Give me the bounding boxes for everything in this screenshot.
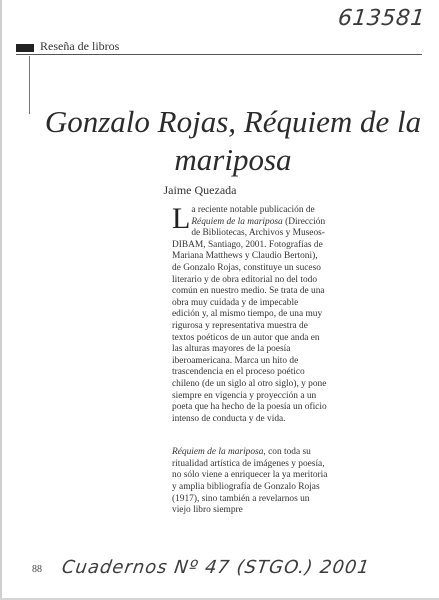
body-paragraph-2 [172,447,328,517]
para1-text: (Dirección de Bibliotecas, Archivos y Museos-DIBAM, Santiago, 2001. Fotografías de Mariana Matthews y Claudio Bertoni), de Gonzalo Rojas, constituye un suceso literario y de obra editorial no del todo común en nuestro medio. Se trata de una obra muy cuidada y de impecable edición y, al mismo tiempo, de una muy rigurosa y representativa muestra de textos poéticos de un autor que anda en las alturas mayores de la poesía iberoamericana. Marca un hito de trascendencia en el proceso poético chileno (de un siglo al otro siglo), y pone siempre en vigencia y proyección a un poeta que ha hecho de la poesía un oficio intenso de conducta y de vida. [172,216,327,424]
article-body [172,202,328,517]
page-number: 88 [32,564,42,575]
section-label: Reseña de libros [40,39,120,53]
para2-text: , con toda su ritualidad artística de imágenes y poesía, no sólo viene a enriquecer la ya meritoria y amplia bibliografía de Gonzalo Rojas (1917), sino también a revelarnos un viejo libro siempre [172,447,328,516]
para1-book-title: Réquiem de la mariposa [191,216,283,227]
handwritten-source-note: Cuadernos Nº 47 (STGO.) 2001 [60,557,372,578]
section-marker [16,44,34,52]
page-edge-left [0,0,2,600]
drop-cap: L [172,202,191,235]
body-paragraph-1 [172,202,328,425]
para2-book-title: Réquiem de la mariposa [172,447,264,458]
para1-lead: a reciente notable publicación de [191,205,315,215]
article-title: Gonzalo Rojas, Réquiem de la mariposa [44,104,422,177]
article-author: Jaime Quezada [163,183,237,197]
section-rule [16,54,422,55]
handwritten-catalog-number: 613581 [336,6,427,31]
